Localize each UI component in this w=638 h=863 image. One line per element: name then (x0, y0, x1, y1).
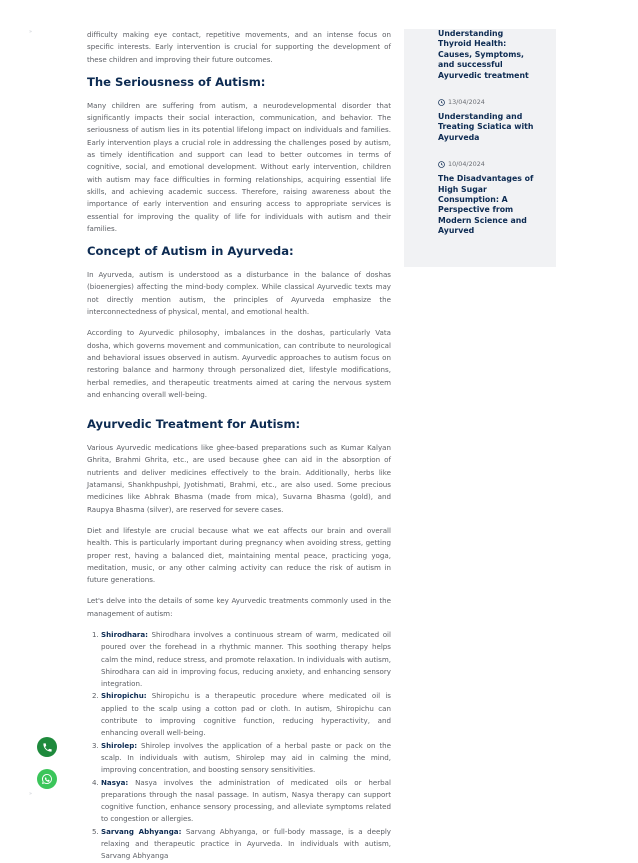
post-date (438, 98, 538, 106)
list-number: 5. (92, 826, 99, 836)
list-number: 4. (92, 777, 99, 787)
list-item (92, 777, 391, 826)
heading-treatment: Ayurvedic Treatment for Autism: (87, 417, 301, 432)
recent-post-link-thyroid[interactable]: Understanding Thyroid Health: Causes, Symptoms, and successful Ayurvedic treatment (438, 29, 529, 80)
list-term: Shiropichu: (101, 691, 147, 701)
list-item (92, 826, 391, 863)
list-item (92, 629, 391, 690)
list-text: Nasya involves the administration of medicated oils or herbal preparations through the nasal passage. In autism, Nasya therapy can support cognitive function, enhance sensory processing, and alleviate symptoms related to congestion or allergies. (101, 777, 391, 824)
whatsapp-icon (41, 773, 53, 785)
list-term: Shirodhara: (101, 629, 148, 639)
list-text: Shiropichu is a therapeutic procedure where medicated oil is applied to the scalp using a cotton pad or cloth. In autism, Shiropichu can contribute to improving cognitive function, reducing hyperactivity, and enhancing overall well-being. (101, 691, 391, 738)
list-term: Nasya: (101, 777, 129, 787)
phone-icon (42, 742, 53, 753)
treatment-list (87, 629, 391, 863)
paragraph-treatment-2: Diet and lifestyle are crucial because what we eat affects our brain and overall health. This is particularly important during pregnancy when avoiding stress, getting proper rest, having a balanced diet, maintaining mental peace, practicing yoga, meditation, music, or any other calming activity can reduce the risk of autism in future generations. (87, 525, 391, 585)
list-item (92, 690, 391, 739)
list-text: Shirodhara involves a continuous stream of warm, medicated oil poured over the forehead in a rhythmic manner. This soothing therapy helps calm the mind, reduce stress, and promote relaxation. In individuals with autism, Shirodhara can aid in improving focus, reducing anxiety, and enhancing sensory integration. (101, 629, 391, 689)
paragraph-seriousness: Many children are suffering from autism, a neurodevelopmental disorder that significantly impacts their social interaction, communication, and behavior. The seriousness of autism lies in its potential lifelong impact on individuals and families. Early intervention plays a crucial role in addressing the challenges posed by autism, as timely identification and support can lead to better outcomes in terms of cognitive, social, and emotional development. Without early intervention, children with autism may face difficulties in forming relationships, acquiring essential life skills, and achieving academic success. Therefore, raising awareness about the importance of early intervention and ensuring access to appropriate services is essential for improving the quality of life for individuals with autism and their families. (87, 100, 391, 233)
list-text: Sarvang Abhyanga, or full-body massage, is a deeply relaxing and therapeutic practice in Ayurveda. In individuals with autism, Sarvang Abhyanga (101, 826, 391, 861)
list-number: 2. (92, 691, 99, 701)
list-item (92, 740, 391, 777)
decorative-dot: » (29, 791, 33, 797)
list-term: Sarvang Abhyanga: (101, 826, 182, 836)
article-body (87, 29, 391, 863)
paragraph-treatment-1: Various Ayurvedic medications like ghee-based preparations such as Kumar Kalyan Ghrita, Brahmi Ghrita, etc., are used because ghee can aid in the absorption of nutrients and deliver medicines effectively to the brain. Additionally, herbs like Jatamansi, Shankhpushpi, Jyotishmati, Brahmi, etc., are also used. Some precious medicines like Abhrak Bhasma (made from mica), Suvarna Bhasma (gold), and Raupya Bhasma (silver), are reserved for severe cases. (87, 443, 391, 514)
list-number: 1. (92, 629, 99, 639)
paragraph-treatment-3: Let's delve into the details of some key Ayurvedic treatments commonly used in the management of autism: (87, 596, 391, 618)
call-button[interactable] (37, 737, 57, 757)
recent-post-link-sciatica[interactable]: Understanding and Treating Sciatica with Ayurveda (438, 112, 534, 142)
list-text: Shirolep involves the application of a herbal paste or pack on the scalp. In individuals with autism, Shirolep may aid in calming the mind, improving concentration, and boosting sensory sensitivities. (101, 740, 391, 775)
paragraph-concept-1: In Ayurveda, autism is understood as a disturbance in the balance of doshas (bioenergies) affecting the mind-body complex. While classical Ayurvedic texts may not directly mention autism, the principles of Ayurveda emphasize the interconnectedness of physical, mental, and emotional health. (87, 270, 391, 317)
clock-icon (438, 161, 445, 168)
post-date-text: 13/04/2024 (448, 98, 485, 107)
paragraph-concept-2: According to Ayurvedic philosophy, imbalances in the doshas, particularly Vata dosha, which governs movement and communication, can contribute to neurological and behavioral issues observed in autism. Ayurvedic approaches to autism focus on restoring balance and harmony through personalized diet, lifestyle modifications, herbal remedies, and therapeutic treatments aimed at caring the nervous system and enhancing overall well-being. (87, 328, 391, 399)
list-term: Shirolep: (101, 740, 138, 750)
decorative-dot: » (29, 29, 33, 35)
intro-paragraph-tail: difficulty making eye contact, repetitive movements, and an intense focus on specific interests. Early intervention is crucial for supporting the development of these children and improving their future outcomes. (87, 30, 391, 64)
clock-icon (438, 99, 445, 106)
whatsapp-button[interactable] (37, 769, 57, 789)
list-number: 3. (92, 740, 99, 750)
post-date-text: 10/04/2024 (448, 160, 485, 169)
heading-seriousness: The Seriousness of Autism: (87, 74, 266, 89)
recent-post-link-sugar[interactable]: The Disadvantages of High Sugar Consumption: A Perspective from Modern Science and Ayurved (438, 174, 534, 236)
heading-concept: Concept of Autism in Ayurveda: (87, 244, 294, 259)
post-date (438, 160, 538, 168)
recent-posts-sidebar (404, 29, 556, 267)
